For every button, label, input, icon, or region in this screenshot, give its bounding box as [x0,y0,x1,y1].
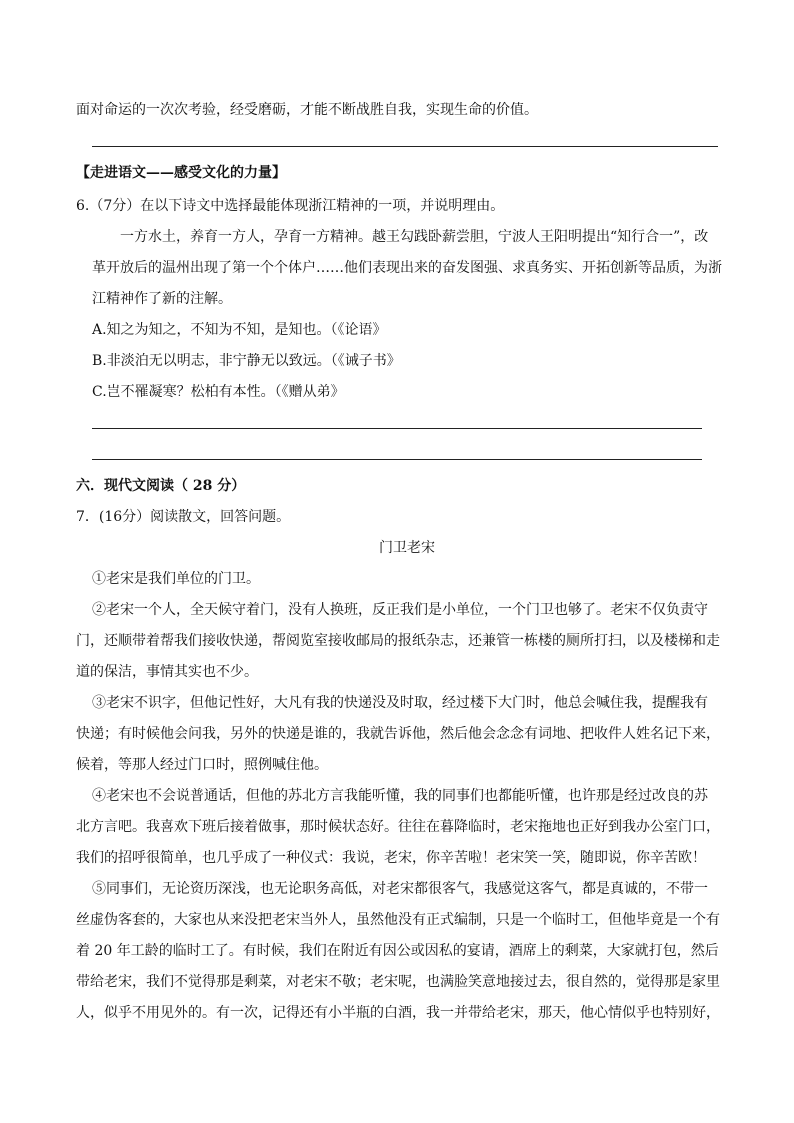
paragraph-line: ③老宋不识字，但他记性好，大凡有我的快递没及时取，经过楼下大门时，他总会喊住我，提醒我有 [92,695,708,711]
passage-line: 革开放后的温州出现了第一个个体户……他们表现出来的奋发图强、求真务实、开拓创新等品质，为浙 [92,260,722,276]
paragraph-line: 我们的招呼很简单，也几乎成了一种仪式：我说，老宋，你辛苦啦！老宋笑一笑，随即说，你辛苦欧！ [76,850,706,866]
option-c: C.岂不罹凝寒？松柏有本性。（《赠从弟》 [92,384,345,400]
passage-line: 一方水土，养育一方人，孕育一方精神。越王勾践卧薪尝胆，宁波人王阳明提出“知行合一”，改 [120,229,709,245]
question-7: 7．(16分）阅读散文，回答问题。 [76,509,291,525]
section-header-culture: 【走进语文——感受文化的力量】 [76,165,286,181]
passage-line: 江精神作了新的注解。 [92,291,232,307]
paragraph-line: ②老宋一个人，全天候守着门，没有人换班，反正我们是小单位，一个门卫也够了。老宋不仅负责守 [92,602,708,618]
paragraph-line: 人，似乎不用见外的。有一次，记得还有小半瓶的白酒，我一并带给老宋，那天，他心情似乎也特别好， [76,1005,720,1021]
paragraph-line: 带给老宋，我们不觉得那是剩菜，对老宋不敬；老宋呢，也满脸笑意地接过去，很自然的，觉得那是家里 [76,974,720,990]
paragraph-line: 道的保洁，事情其实也不少。 [76,664,258,680]
article-title: 门卫老宋 [379,540,435,556]
option-b: B.非淡泊无以明志，非宁静无以致远。（《诫子书》 [92,353,401,369]
answer-line [92,428,702,429]
intro-line: 面对命运的一次次考验，经受磨砺，才能不断战胜自我，实现生命的价值。 [76,102,538,118]
option-a: A.知之为知之，不知为不知，是知也。（《论语》 [92,322,387,338]
paragraph-line: 丝虚伪客套的，大家也从来没把老宋当外人，虽然他没有正式编制，只是一个临时工，但他毕竟是一个有 [76,912,720,928]
paragraph-line: 快递；有时候他会问我，另外的快递是谁的，我就告诉他，然后他会念念有词地、把收件人姓名记下来， [76,726,720,742]
paragraph-line: ④老宋也不会说普通话，但他的苏北方言我能听懂，我的同事们也都能听懂，也许那是经过改良的苏 [92,788,708,804]
section-header-modern-reading: 六．现代文阅读（ 28 分） [76,478,246,494]
paragraph-line: ⑤同事们，无论资历深浅，也无论职务高低，对老宋都很客气，我感觉这客气，都是真诚的，不带一 [92,881,708,897]
answer-line [92,459,702,460]
paragraph-line: 门，还顺带着帮我们接收快递，帮阅览室接收邮局的报纸杂志，还兼管一栋楼的厕所打扫，以及楼梯和走 [76,633,720,649]
paragraph-line: 着 20 年工龄的临时工了。有时候，我们在附近有因公或因私的宴请，酒席上的剩菜，大家就打包，然后 [76,943,719,959]
question-6: 6.（7分）在以下诗文中选择最能体现浙江精神的一项，并说明理由。 [76,198,505,214]
paragraph-line: 北方言吧。我喜欢下班后接着做事，那时候状态好。往往在暮降临时，老宋拖地也正好到我办公室门口， [76,819,720,835]
paragraph-line: 候着，等那人经过门口时，照例喊住他。 [76,757,328,773]
answer-line [92,146,718,147]
paragraph-line: ①老宋是我们单位的门卫。 [92,571,260,587]
